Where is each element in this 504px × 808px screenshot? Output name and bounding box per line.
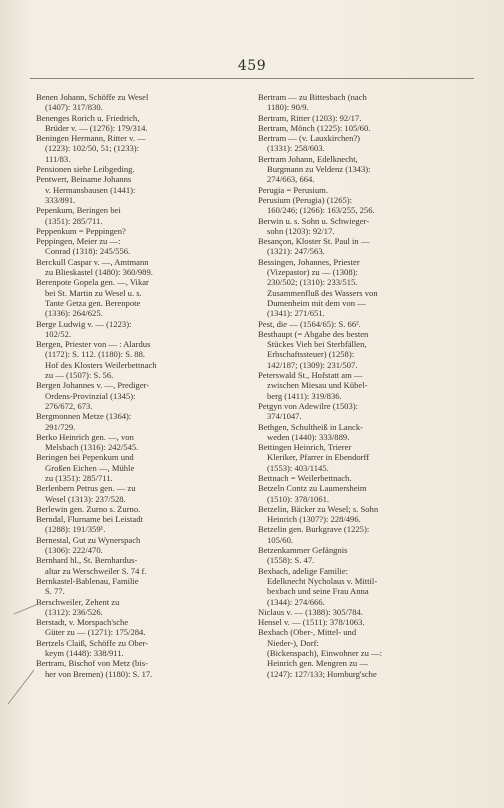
index-entry <box>258 422 482 443</box>
index-entry-continuation: Erbschaftssteuer) (1258): <box>267 349 355 360</box>
index-entry <box>258 473 482 483</box>
index-entry <box>258 370 482 401</box>
index-entry <box>36 113 260 134</box>
index-entry-line: Hensel v. — (1511): 378/1063. <box>258 617 365 628</box>
index-entry-continuation: Edelknecht Nycholaus v. Mittil- <box>267 575 378 586</box>
index-entry-line: Perugia = Perusium. <box>258 184 329 195</box>
index-entry-line: Berschweiler, Zehent zu <box>36 596 120 607</box>
index-entry-line: Pepenkum, Beringen bei <box>36 205 121 216</box>
index-entry-continuation: (1341): 271/651. <box>267 308 325 319</box>
index-entry-line: Beningen Hermann, Ritter v. — <box>36 133 146 144</box>
header-rule <box>30 78 474 79</box>
index-entry <box>36 133 260 164</box>
index-entry <box>258 257 482 319</box>
index-entry-line: Peterswald St., Hofstatt am — <box>258 370 363 381</box>
index-entry-line: Bertram, Ritter (1203): 92/17. <box>258 112 362 123</box>
index-entry-continuation: Brüder v. — (1276): 179/314. <box>45 122 148 133</box>
index-entry-continuation: Kleriker, Pfarrer in Ebendorff <box>267 452 370 463</box>
index-entry-continuation: Hof des Klosters Weilerbettnach <box>45 359 157 370</box>
index-entry-continuation: Nieder-), Dorf: <box>267 637 319 648</box>
index-entry <box>258 195 482 216</box>
index-entry-line: Bernkastel-Bablenau, Familie <box>36 575 139 586</box>
index-entry-line: Betzelin gen. Burkgrave (1225): <box>258 524 370 535</box>
index-entry-line: Berndal, Flurname bei Leistadt <box>36 514 143 525</box>
index-entry-continuation: Conrad (1318): 245/556. <box>45 246 131 257</box>
index-entry <box>36 504 260 514</box>
index-entry <box>258 504 482 525</box>
index-entry-continuation: v. Hermansbausen (1441): <box>45 184 136 195</box>
index-entry <box>36 319 260 340</box>
index-entry-line: Bernhard hl., St. Bernhardus- <box>36 555 138 566</box>
index-entry <box>258 617 482 627</box>
index-entry <box>36 432 260 453</box>
index-entry <box>258 607 482 617</box>
index-entry-line: Bertram Johann, Edelknecht, <box>258 153 358 164</box>
index-entry-continuation: Großen Eichen —, Mühle <box>45 462 135 473</box>
index-entry-continuation: (1553): 403/1145. <box>267 462 329 473</box>
index-entry-continuation: Melsbach (1316): 242/545. <box>45 442 139 453</box>
index-entry <box>36 92 260 113</box>
index-entry-continuation: (Bickenspach), Einwohner zu —: <box>267 648 383 659</box>
index-entry-continuation: 333/891. <box>45 194 76 205</box>
index-entry-continuation: 230/502; (1310): 233/515. <box>267 277 358 288</box>
index-entry <box>258 154 482 185</box>
index-entry-line: Besançon, Kloster St. Paul in — <box>258 236 370 247</box>
index-entry-line: Bettingen Heinrich, Trierer <box>258 442 352 453</box>
index-entry-line: Bertram, Bischof von Metz (bis- <box>36 658 148 669</box>
index-entry-line: Betzenkammer Gefängnis <box>258 545 348 556</box>
index-entry-continuation: weden (1440): 333/889. <box>267 431 350 442</box>
index-entry-continuation: 105/60. <box>267 534 294 545</box>
index-entry-continuation: (Vizepastor) zu — (1308): <box>267 267 358 278</box>
index-entry-continuation: keym (1448): 338/911. <box>45 648 124 659</box>
index-entry <box>36 257 260 278</box>
index-entry-continuation: 291/729. <box>45 421 76 432</box>
index-entry-line: Bertram — zu Bittesbach (nach <box>258 92 367 102</box>
index-entry-continuation: (1172): S. 112. (1180): S. 88. <box>45 349 146 360</box>
index-entry-continuation: (1558): S. 47. <box>267 555 315 566</box>
index-entry <box>258 442 482 473</box>
index-entry-continuation: (1331): 258/603. <box>267 143 325 154</box>
index-entry-line: Bergen Johannes v. —, Prediger- <box>36 380 150 391</box>
index-entry-line: Benenges Rorich u. Friedrich, <box>36 112 140 123</box>
index-entry <box>36 597 260 618</box>
index-entry-continuation: berg (1411): 319/836. <box>267 390 342 401</box>
index-entry-line: Bertzels Claiß, Schöffe zu Ober- <box>36 637 149 648</box>
index-entry-continuation: Heinrich gen. Mengren zu — <box>267 658 368 669</box>
index-entry-continuation: bei St. Martin zu Wesel u. s. <box>45 287 142 298</box>
index-entry-continuation: zwischen Miesau und Kübel- <box>267 380 368 391</box>
index-entry-continuation: zu — (1507): S. 56. <box>45 370 114 381</box>
index-entry-continuation: Tante Getza gen. Berenpote <box>45 297 141 308</box>
index-entry <box>258 545 482 566</box>
index-entry <box>258 133 482 154</box>
index-entry <box>258 566 482 607</box>
index-entry <box>258 483 482 504</box>
index-entry-continuation: 276/672, 673. <box>45 400 93 411</box>
index-entry <box>258 92 482 113</box>
index-entry <box>258 401 482 422</box>
index-entry-continuation: Dumenheim mit dem von — <box>267 297 366 308</box>
index-entry-line: Petgyn von Adewilre (1503): <box>258 400 359 411</box>
index-entry <box>258 113 482 123</box>
index-entry-line: Bergmonnen Metze (1364): <box>36 411 132 422</box>
index-entry-line: Peppingen, Meier zu —: <box>36 236 121 247</box>
index-entry <box>36 514 260 535</box>
index-entry-continuation: Zusammenfluß des Wassers von <box>267 287 378 298</box>
index-entry-continuation: (1510): 378/1061. <box>267 493 330 504</box>
index-entry-line: Berlewin gen. Zurno s. Zurno. <box>36 503 141 514</box>
index-entry <box>258 185 482 195</box>
index-entry <box>36 555 260 576</box>
index-entry <box>36 411 260 432</box>
index-entry-line: Peppenkum = Peppingen? <box>36 225 126 236</box>
index-entry-continuation: Heinrich (1307?): 228/496. <box>267 514 361 525</box>
index-entry-line: Berge Ludwig v. — (1223): <box>36 318 132 329</box>
index-entry <box>36 638 260 659</box>
index-entry-continuation: 274/663, 664. <box>267 174 315 185</box>
index-entry <box>258 524 482 545</box>
index-column-right <box>258 92 482 679</box>
index-entry-line: Bexbach (Ober-, Mittel- und <box>258 627 357 638</box>
index-entry-line: Niclaus v. — (1388): 305/784. <box>258 606 363 617</box>
page-number: 459 <box>237 58 267 74</box>
index-entry-continuation: 160/246; (1266): 163/255, 256. <box>267 205 375 216</box>
index-entry-continuation: (1321): 247/563. <box>267 246 325 257</box>
index-entry-line: Pensionen siehe Leibgeding. <box>36 164 135 175</box>
index-entry <box>36 277 260 318</box>
index-entry-line: Bertram, Mönch (1225): 105/60. <box>258 122 371 133</box>
index-entry-continuation: (1288): 191/359¹. <box>45 524 106 535</box>
index-entry <box>36 535 260 556</box>
index-entry <box>258 123 482 133</box>
index-entry-line: Berlenbern Petrus gen. — zu <box>36 483 136 494</box>
index-entry-line: Betzelin, Bäcker zu Wesel; s. Sohn <box>258 503 379 514</box>
index-entry-line: Berstadt, v. Morspach'sche <box>36 617 129 628</box>
index-entry-line: Perusium (Perugia) (1265): <box>258 194 353 205</box>
index-entry-line: Besthaupt (= Abgabe des besten <box>258 328 369 339</box>
index-entry-continuation: 142/187; (1309): 231/507. <box>267 359 358 370</box>
index-entry-line: Bergen, Priester von — : Alardus <box>36 339 151 350</box>
index-entry-continuation: (1407): 317/830. <box>45 102 103 113</box>
index-entry-continuation: 111/83. <box>45 153 71 164</box>
index-entry <box>258 329 482 370</box>
index-entry-line: Bettnach = Weilerbettnach. <box>258 472 352 483</box>
index-entry-line: Bessingen, Johannes, Priester <box>258 256 360 267</box>
index-entry-continuation: 102/52. <box>45 328 72 339</box>
index-entry <box>36 617 260 638</box>
index-entry-continuation: (1351): 285/711. <box>45 215 103 226</box>
index-entry <box>258 319 482 329</box>
index-entry <box>258 627 482 678</box>
index-column-left <box>36 92 260 679</box>
index-entry-continuation: bexbach und seine Frau Anna <box>267 586 369 597</box>
index-entry-line: Bernestal, Gut zu Wynerspach <box>36 534 141 545</box>
index-entry-continuation: S. 77. <box>45 586 65 597</box>
index-entry <box>36 205 260 226</box>
index-entry-line: Bexbach, adelige Familie: <box>258 565 348 576</box>
index-entry-line: Berko Heinrich gen. —, von <box>36 431 134 442</box>
index-entry-line: Pentwert, Beiname Johanns <box>36 174 132 185</box>
index-entry <box>36 226 260 236</box>
index-entry-continuation: sohn (1203): 92/17. <box>267 225 335 236</box>
index-entry-continuation: (1306): 222/470. <box>45 545 103 556</box>
index-entry-continuation: Stückes Vieh bei Sterbfällen, <box>267 339 367 350</box>
index-entry-line: Benen Johann, Schöffe zu Wesel <box>36 92 149 102</box>
index-entry-line: Berwin u. s. Sohn u. Schwieger- <box>258 215 370 226</box>
index-entry-continuation: Güter zu — (1271): 175/284. <box>45 627 146 638</box>
index-entry-continuation: (1223): 102/50, 51; (1233): <box>45 143 140 154</box>
index-entry-line: Berenpote Gopela gen. —, Vikar <box>36 277 149 288</box>
index-entry-continuation: (1247): 127/133; Homburg'sche <box>267 668 377 679</box>
index-entry-continuation: 374/1047. <box>267 411 302 422</box>
index-entry <box>36 658 260 679</box>
index-entry-continuation: her von Bremen) (1180): S. 17. <box>45 668 153 679</box>
index-entry-line: Berckull Caspar v. —, Amtmann <box>36 256 149 267</box>
index-entry <box>36 576 260 597</box>
index-entry-line: Betzeln Contz zu Laumersheim <box>258 483 367 494</box>
index-entry-continuation: (1344): 274/666. <box>267 596 325 607</box>
index-entry-line: Pest, die — (1564/65): S. 66². <box>258 318 361 329</box>
index-entry <box>258 216 482 237</box>
index-entry-continuation: Wesel (1313): 237/528. <box>45 493 126 504</box>
index-entry-continuation: zu (1351): 285/711. <box>45 472 113 483</box>
index-entry <box>36 452 260 483</box>
index-entry-line: Bethgen, Schultheiß in Lanck- <box>258 421 364 432</box>
index-entry <box>36 380 260 411</box>
pencil-annotation-mark <box>4 600 44 710</box>
index-entry <box>36 174 260 205</box>
index-entry-continuation: (1336): 264/625. <box>45 308 103 319</box>
index-entry-continuation: Ordens-Provinzial (1345): <box>45 390 136 401</box>
index-entry-continuation: (1312): 236/526. <box>45 606 103 617</box>
index-entry <box>258 236 482 257</box>
index-entry <box>36 483 260 504</box>
index-entry-continuation: Burgmann zu Veldenz (1343): <box>267 164 371 175</box>
index-entry <box>36 164 260 174</box>
index-entry-line: Beringen bei Pepenkum und <box>36 452 134 463</box>
index-entry-line: Bertram — (v. Lauxkirchen?) <box>258 133 361 144</box>
index-entry-continuation: 1180): 90/9. <box>267 102 309 113</box>
index-entry-continuation: zu Blieskastel (1480): 360/989. <box>45 267 153 278</box>
index-entry <box>36 236 260 257</box>
index-entry <box>36 339 260 380</box>
index-entry-continuation: altar zu Werschweiler S. 74 f. <box>45 565 147 576</box>
